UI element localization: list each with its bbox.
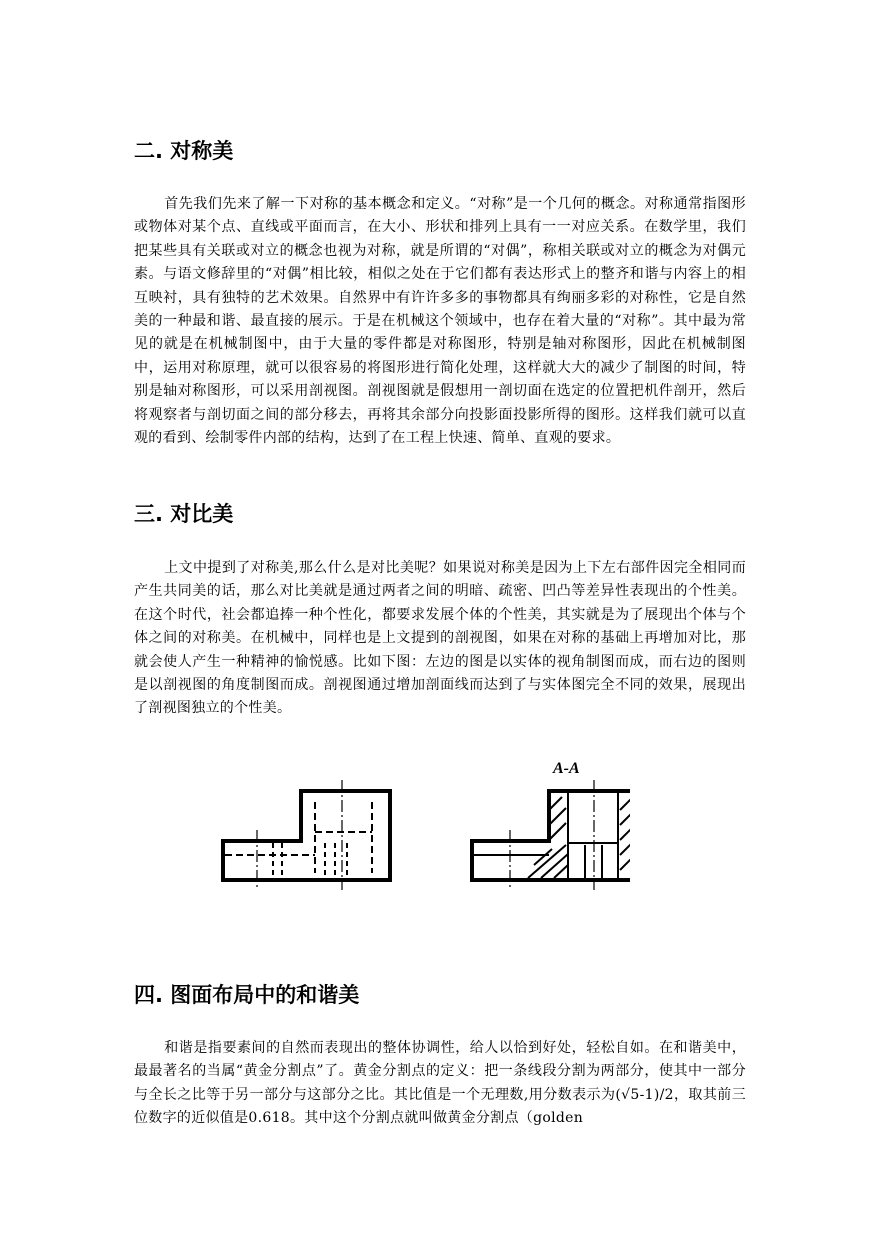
mechanical-drawing-figure bbox=[210, 750, 630, 900]
section-view-drawing bbox=[472, 780, 630, 890]
paragraph-harmony-text: 和谐是指要素间的自然而表现出的整体协调性，给人以恰到好处，轻松自如。在和谐美中，最最著名的当属“黄金分割点”了。黄金分割点的定义：把一条线段分割为两部分，使其中一部分与全长之比等于另一部分与这部分之比。其比值是一个无理数,用分数表示为(√5-1)/2，取其前三位数字的近似值是0.618。其中这个分割点就叫做黄金分割点（golden bbox=[134, 1040, 746, 1127]
section-view-outline bbox=[472, 791, 630, 880]
section-hatching bbox=[528, 797, 630, 878]
section-view-label: A-A bbox=[553, 760, 580, 777]
paragraph-symmetry bbox=[134, 193, 746, 450]
paragraph-harmony bbox=[134, 1037, 746, 1131]
paragraph-contrast-text: 上文中提到了对称美,那么什么是对比美呢？如果说对称美是因为上下左右部件因完全相同而产生共同美的话，那么对比美就是通过两者之间的明暗、疏密、凹凸等差异性表现出的个性美。在这个时代，社会都追捧一种个性化，都要求发展个体的个性美，其实就是为了展现出个体与个体之间的对称美。在机械中，同样也是上文提到的剖视图，如果在对称的基础上再增加对比，那就会使人产生一种精神的愉悦感。比如下图：左边的图是以实体的视角制图而成，而右边的图则是以剖视图的角度制图而成。剖视图通过增加剖面线而达到了与实体图完全不同的效果，展现出了剖视图独立的个性美。 bbox=[134, 560, 746, 717]
section-heading-symmetry: 二. 对称美 bbox=[134, 139, 234, 163]
solid-view-drawing bbox=[223, 780, 390, 890]
solid-view-outline bbox=[223, 791, 390, 880]
section-heading-harmony: 四. 图面布局中的和谐美 bbox=[134, 983, 360, 1007]
section-heading-contrast: 三. 对比美 bbox=[134, 502, 234, 526]
paragraph-symmetry-text: 首先我们先来了解一下对称的基本概念和定义。“对称”是一个几何的概念。对称通常指图形或物体对某个点、直线或平面而言，在大小、形状和排列上具有一一对应关系。在数学里，我们把某些具有关联或对立的概念也视为对称，就是所谓的“对偶”，称相关联或对立的概念为对偶元素。与语文修辞里的“对偶”相比较，相似之处在于它们都有表达形式上的整齐和谐与内容上的相互映衬，具有独特的艺术效果。自然界中有许许多多的事物都具有绚丽多彩的对称性，它是自然美的一种最和谐、最直接的展示。于是在机械这个领域中，也存在着大量的“对称”。其中最为常见的就是在机械制图中，由于大量的零件都是对称图形，特别是轴对称图形，因此在机械制图中，运用对称原理，就可以很容易的将图形进行简化处理，这样就大大的减少了制图的时间，特别是轴对称图形，可以采用剖视图。剖视图就是假想用一剖切面在选定的位置把机件剖开，然后将观察者与剖切面之间的部分移去，再将其余部分向投影面投影所得的图形。这样我们就可以直观的看到、绘制零件内部的结构，达到了在工程上快速、简单、直观的要求。 bbox=[134, 196, 746, 447]
paragraph-contrast bbox=[134, 557, 746, 721]
